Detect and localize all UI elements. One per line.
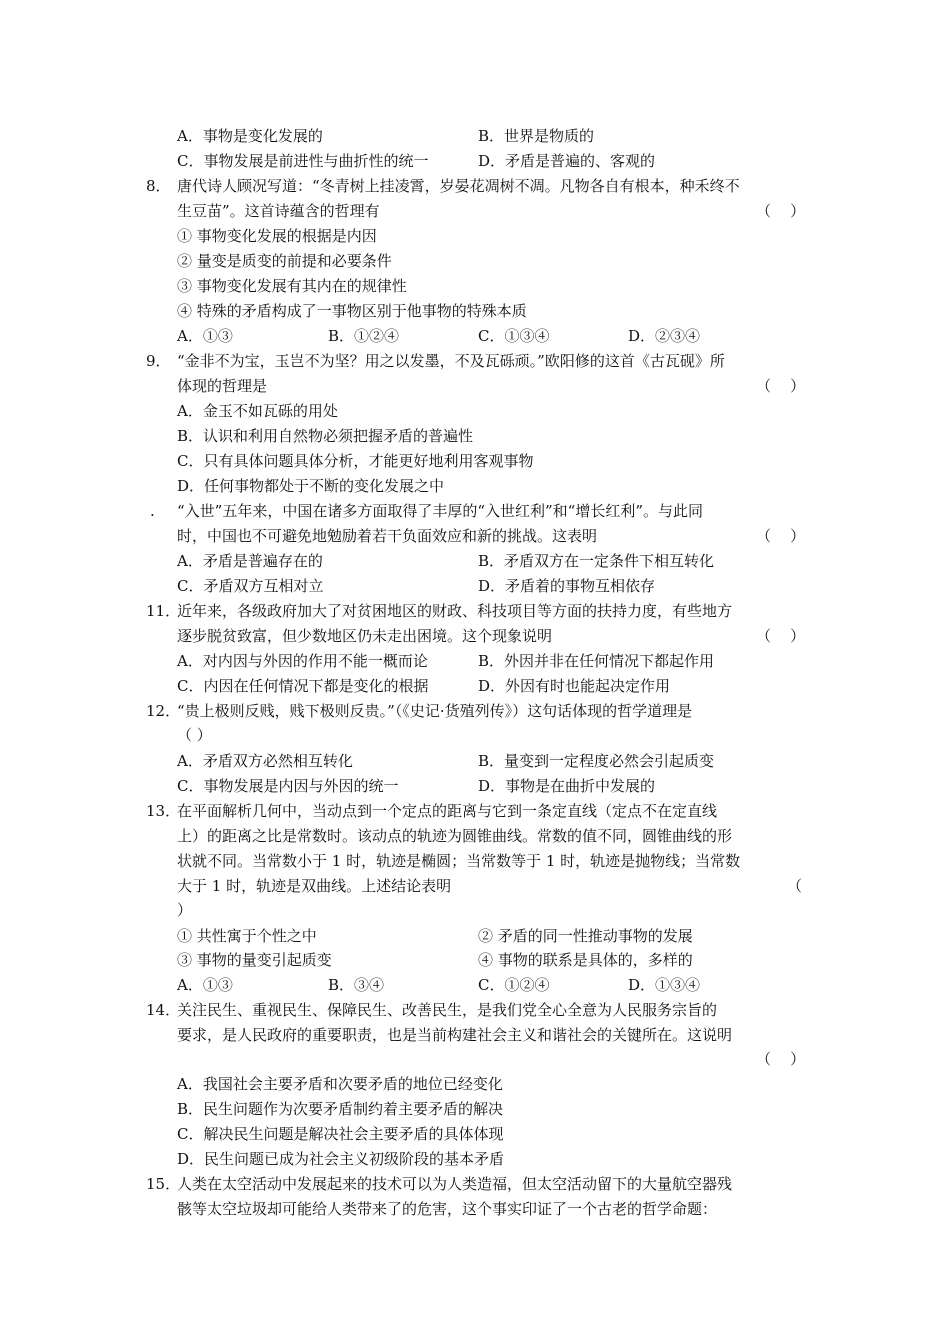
q12-option-c: C．事物发展是内因与外因的统一 xyxy=(177,777,399,795)
q9-option-c: C．只有具体问题具体分析，才能更好地利用客观事物 xyxy=(177,452,534,470)
q13-stem-line3: 状就不同。当常数小于 1 时，轨迹是椭圆；当常数等于 1 时，轨迹是抛物线；当常数 xyxy=(177,852,741,870)
q8-option-a: A．①③ xyxy=(177,327,233,345)
q14-option-b: B．民生问题作为次要矛盾制约着主要矛盾的解决 xyxy=(177,1100,504,1118)
q11-option-b: B．外因并非在任何情况下都起作用 xyxy=(478,652,715,670)
q12-number: 12． xyxy=(146,702,181,720)
q13-item-3: ③ 事物的量变引起质变 xyxy=(177,951,332,969)
q13-answer-blank-open: （ xyxy=(787,877,803,895)
q10-option-a: A．矛盾是普遍存在的 xyxy=(177,552,323,570)
q13-stem-line4: 大于 1 时，轨迹是双曲线。上述结论表明 xyxy=(177,877,452,895)
q8-item-1: ① 事物变化发展的根据是内因 xyxy=(177,227,377,245)
q15-stem-line1: 人类在太空活动中发展起来的技术可以为人类造福，但太空活动留下的大量航空器残 xyxy=(177,1175,733,1193)
q8-stem-line2: 生豆苗”。这首诗蕴含的哲理有 xyxy=(177,202,380,220)
q13-option-c: C．①②④ xyxy=(478,976,550,994)
q8-option-b: B．①②④ xyxy=(328,327,400,345)
q8-item-4: ④ 特殊的矛盾构成了一事物区别于他事物的特殊本质 xyxy=(177,302,527,320)
q10-option-d: D．矛盾着的事物互相依存 xyxy=(478,577,656,595)
q9-option-d: D．任何事物都处于不断的变化发展之中 xyxy=(177,477,445,495)
q7-option-b: B．世界是物质的 xyxy=(478,127,595,145)
q12-answer-blank: （ ） xyxy=(177,726,212,744)
q12-stem-line1: “贵上极则反贱，贱下极则反贵。”（《史记·货殖列传》）这句话体现的哲学道理是 xyxy=(177,702,693,720)
q15-stem-line2: 骸等太空垃圾却可能给人类带来了的危害，这个事实印证了一个古老的哲学命题： xyxy=(177,1200,718,1218)
q8-answer-blank: （ ） xyxy=(756,202,806,220)
q15-number: 15． xyxy=(146,1175,181,1193)
q11-option-d: D．外因有时也能起决定作用 xyxy=(478,677,671,695)
q10-number: . xyxy=(150,502,155,520)
q14-stem-line2: 要求，是人民政府的重要职责，也是当前构建社会主义和谐社会的关键所在。这说明 xyxy=(177,1026,733,1044)
q12-option-d: D．事物是在曲折中发展的 xyxy=(478,777,656,795)
q8-number: 8． xyxy=(146,177,171,195)
q14-number: 14． xyxy=(146,1001,181,1019)
q9-stem-line2: 体现的哲理是 xyxy=(177,377,268,395)
q7-option-a: A．事物是变化发展的 xyxy=(177,127,323,145)
q11-number: 11． xyxy=(146,602,181,620)
q13-item-4: ④ 事物的联系是具体的，多样的 xyxy=(478,951,693,969)
q11-answer-blank: （ ） xyxy=(756,627,806,645)
q14-option-d: D．民生问题已成为社会主义初级阶段的基本矛盾 xyxy=(177,1150,505,1168)
q14-option-a: A．我国社会主要矛盾和次要矛盾的地位已经变化 xyxy=(177,1075,503,1093)
q10-stem-line1: “入世”五年来，中国在诸多方面取得了丰厚的“入世红利”和“增长红利”。与此同 xyxy=(177,502,704,520)
q11-option-c: C．内因在任何情况下都是变化的根据 xyxy=(177,677,429,695)
q13-option-b: B．③④ xyxy=(328,976,385,994)
q10-answer-blank: （ ） xyxy=(756,527,806,545)
q13-stem-line2: 上）的距离之比是常数时。该动点的轨迹为圆锥曲线。常数的值不同，圆锥曲线的形 xyxy=(177,827,733,845)
q8-option-c: C．①③④ xyxy=(478,327,550,345)
q9-option-a: A．金玉不如瓦砾的用处 xyxy=(177,402,338,420)
q13-number: 13． xyxy=(146,802,181,820)
q8-item-2: ② 量变是质变的前提和必要条件 xyxy=(177,252,392,270)
q8-item-3: ③ 事物变化发展有其内在的规律性 xyxy=(177,277,407,295)
q8-option-d: D．②③④ xyxy=(628,327,701,345)
q9-answer-blank: （ ） xyxy=(756,377,806,395)
q10-option-b: B．矛盾双方在一定条件下相互转化 xyxy=(478,552,715,570)
q13-item-2: ② 矛盾的同一性推动事物的发展 xyxy=(478,927,693,945)
q14-stem-line1: 关注民生、重视民生、保障民生、改善民生，是我们党全心全意为人民服务宗旨的 xyxy=(177,1001,718,1019)
q7-option-d: D．矛盾是普遍的、客观的 xyxy=(478,152,656,170)
q13-option-d: D．①③④ xyxy=(628,976,701,994)
q9-option-b: B．认识和利用自然物必须把握矛盾的普遍性 xyxy=(177,427,474,445)
q14-option-c: C．解决民生问题是解决社会主要矛盾的具体体现 xyxy=(177,1125,504,1143)
q13-item-1: ① 共性寓于个性之中 xyxy=(177,927,317,945)
q11-stem-line1: 近年来，各级政府加大了对贫困地区的财政、科技项目等方面的扶持力度，有些地方 xyxy=(177,602,733,620)
q14-answer-blank: （ ） xyxy=(756,1050,806,1068)
q8-stem-line1: 唐代诗人顾况写道：“冬青树上挂凌霄，岁晏花凋树不凋。凡物各自有根本，种禾终不 xyxy=(177,177,740,195)
q10-option-c: C．矛盾双方互相对立 xyxy=(177,577,324,595)
q9-stem-line1: “金非不为宝，玉岂不为坚？用之以发墨，不及瓦砾顽。”欧阳修的这首《古瓦砚》所 xyxy=(177,352,725,370)
q9-number: 9． xyxy=(146,352,171,370)
q13-option-a: A．①③ xyxy=(177,976,233,994)
q13-stem-line1: 在平面解析几何中，当动点到一个定点的距离与它到一条定直线（定点不在定直线 xyxy=(177,802,718,820)
q12-option-b: B．量变到一定程度必然会引起质变 xyxy=(478,752,715,770)
q11-stem-line2: 逐步脱贫致富，但少数地区仍未走出困境。这个现象说明 xyxy=(177,627,553,645)
q11-option-a: A．对内因与外因的作用不能一概而论 xyxy=(177,652,428,670)
q12-option-a: A．矛盾双方必然相互转化 xyxy=(177,752,353,770)
q7-option-c: C．事物发展是前进性与曲折性的统一 xyxy=(177,152,429,170)
q10-stem-line2: 时，中国也不可避免地勉励着若干负面效应和新的挑战。这表明 xyxy=(177,527,598,545)
q13-answer-blank-close: ） xyxy=(177,901,193,919)
